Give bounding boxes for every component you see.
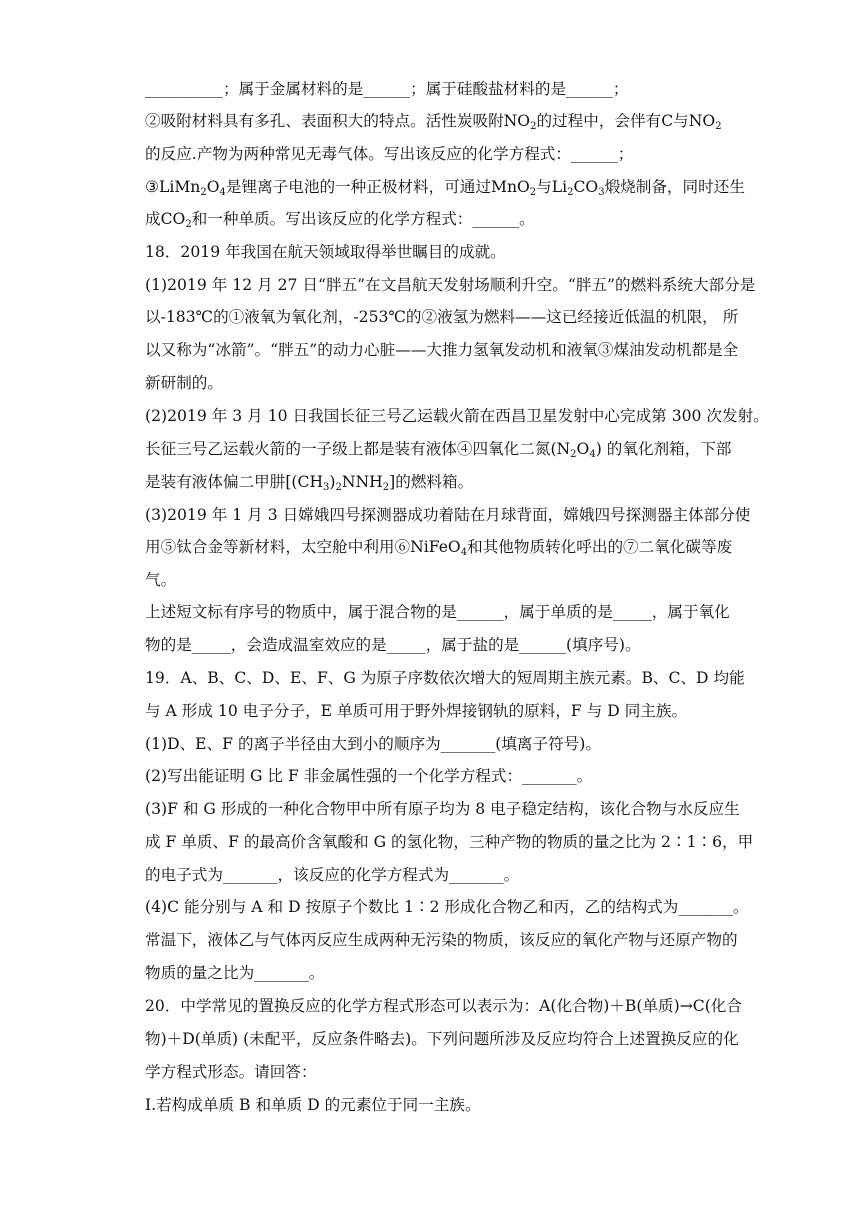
text-run: 成 F 单质、F 的最高价含氧酸和 G 的氢化物，三种产物的物质的量之比为 2∶1∶6，甲 bbox=[145, 833, 754, 851]
text-line bbox=[145, 504, 751, 528]
text-line bbox=[145, 798, 740, 822]
text-run: 学方程式形态。请回答： bbox=[145, 1063, 317, 1081]
text-run: 与Li bbox=[536, 178, 568, 196]
text-run: 以又称为“冰箭”。“胖五”的动力心脏——大推力氢氧发动机和液氧③煤油发动机都是全 bbox=[145, 341, 739, 359]
subscript: 3 bbox=[323, 482, 330, 493]
subscript: 2 bbox=[530, 121, 537, 132]
text-run: ②吸附材料具有多孔、表面积大的特点。活性炭吸附NO bbox=[145, 112, 531, 130]
text-run: (1)2019 年 12 月 27 日“胖五”在文昌航天发射场顺利升空。“胖五”的燃料系统大部分是 bbox=[145, 276, 756, 294]
text-line bbox=[145, 208, 720, 232]
text-run: 新研制的。 bbox=[145, 374, 223, 392]
text-line bbox=[145, 601, 730, 625]
text-line bbox=[145, 536, 733, 560]
text-run: (2)2019 年 3 月 10 日我国长征三号乙运载火箭在西昌卫星发射中心完成第 300 次发射。 bbox=[145, 407, 769, 425]
text-run: (3)2019 年 1 月 3 日嫦娥四号探测器成功着陆在月球背面，嫦娥四号探测器主体部分使 bbox=[145, 506, 751, 524]
subscript: 2 bbox=[185, 219, 192, 230]
text-line bbox=[145, 405, 769, 429]
text-run: NNH bbox=[341, 473, 383, 491]
text-line bbox=[145, 700, 720, 724]
text-run: ③LiMn bbox=[145, 178, 201, 196]
subscript: 2 bbox=[382, 482, 390, 493]
text-line bbox=[145, 1094, 720, 1118]
text-run: ) 的氧化剂箱，下部 bbox=[595, 440, 732, 458]
text-run: 与 A 形成 10 电子分子，E 单质可用于野外焊接钢轨的原料，F 与 D 同主族。 bbox=[145, 702, 688, 720]
text-line bbox=[145, 634, 720, 658]
subscript: 4 bbox=[219, 187, 226, 198]
text-line bbox=[145, 765, 720, 789]
text-line bbox=[145, 176, 745, 200]
subscript: 2 bbox=[200, 187, 207, 198]
subscript: 2 bbox=[529, 187, 537, 198]
text-line bbox=[145, 1028, 739, 1052]
text-line bbox=[145, 733, 720, 757]
text-run: __________；属于金属材料的是______；属于硅酸盐材料的是______； bbox=[145, 80, 629, 98]
text-run: 是装有液体偏二甲肼[(CH bbox=[145, 473, 324, 491]
text-run: I.若构成单质 B 和单质 D 的元素位于同一主族。 bbox=[145, 1096, 481, 1114]
text-line bbox=[145, 569, 720, 593]
text-run: 物的是_____，会造成温室效应的是_____，属于盐的是______(填序号)。 bbox=[145, 636, 641, 654]
text-run: 18．2019 年我国在航天领域取得举世瞩目的成就。 bbox=[145, 243, 506, 261]
text-run: (1)D、E、F 的离子半径由大到小的顺序为_______(填离子符号)。 bbox=[145, 735, 601, 753]
text-line bbox=[145, 929, 738, 953]
text-line bbox=[145, 110, 720, 134]
text-run: O bbox=[576, 440, 590, 458]
text-line bbox=[145, 372, 720, 396]
subscript: 2 bbox=[567, 187, 574, 198]
text-line bbox=[145, 339, 739, 363]
text-run: 煅烧制备，同时还生 bbox=[604, 178, 745, 196]
text-line bbox=[145, 471, 720, 495]
text-run: 的过程中，会伴有C与NO bbox=[536, 112, 716, 130]
text-run: 和其他物质转化呼出的⑦二氧化碳等废 bbox=[467, 538, 733, 556]
text-run: CO bbox=[573, 178, 599, 196]
subscript: 2 bbox=[715, 121, 722, 132]
subscript: 4 bbox=[460, 547, 468, 558]
text-run: ]的燃料箱。 bbox=[389, 473, 474, 491]
text-run: 物质的量之比为_______。 bbox=[145, 964, 325, 982]
text-line bbox=[145, 831, 754, 855]
text-line bbox=[145, 995, 742, 1019]
text-run: 长征三号乙运载火箭的一子级上都是装有液体④四氧化二氮(N bbox=[145, 440, 571, 458]
text-line bbox=[145, 274, 756, 298]
text-line bbox=[145, 962, 720, 986]
subscript: 4 bbox=[589, 449, 596, 460]
text-line bbox=[145, 306, 739, 330]
subscript: 3 bbox=[598, 187, 605, 198]
text-run: 和一种单质。写出该反应的化学方程式：______。 bbox=[191, 210, 535, 228]
text-run: 19．A、B、C、D、E、F、G 为原子序数依次增大的短周期主族元素。B、C、D 均能 bbox=[145, 669, 745, 687]
text-run: 物)＋D(单质) (未配平，反应条件略去)。下列问题所涉及反应均符合上述置换反应的化 bbox=[145, 1030, 739, 1048]
text-run: 20．中学常见的置换反应的化学方程式形态可以表示为：A(化合物)＋B(单质)→C(化合 bbox=[145, 997, 742, 1015]
text-line bbox=[145, 241, 720, 265]
text-run: 以-183℃的①液氧为氧化剂，-253℃的②液氢为燃料——这已经接近低温的机限， 所 bbox=[145, 308, 739, 326]
text-line bbox=[145, 864, 720, 888]
text-line bbox=[145, 1061, 720, 1085]
text-line bbox=[145, 438, 732, 462]
text-line bbox=[145, 78, 720, 102]
text-run: 成CO bbox=[145, 210, 186, 228]
subscript: 2 bbox=[335, 482, 342, 493]
text-run: 常温下，液体乙与气体丙反应生成两种无污染的物质，该反应的氧化产物与还原产物的 bbox=[145, 931, 738, 949]
text-run: 的电子式为_______，该反应的化学方程式为_______。 bbox=[145, 866, 520, 884]
text-line bbox=[145, 143, 720, 167]
text-run: ) bbox=[329, 473, 336, 491]
text-line bbox=[145, 896, 749, 920]
text-run: O bbox=[206, 178, 220, 196]
text-run: 气。 bbox=[145, 571, 177, 589]
text-run: 上述短文标有序号的物质中，属于混合物的是______，属于单质的是_____，属于氧化 bbox=[145, 603, 730, 621]
text-run: (4)C 能分别与 A 和 D 按原子个数比 1∶2 形成化合物乙和丙，乙的结构式为_______。 bbox=[145, 898, 749, 916]
text-run: (2)写出能证明 G 比 F 非金属性强的一个化学方程式：_______。 bbox=[145, 767, 593, 785]
text-run: 是锂离子电池的一种正极材料，可通过MnO bbox=[225, 178, 530, 196]
text-line bbox=[145, 667, 745, 691]
subscript: 2 bbox=[570, 449, 577, 460]
text-run: 的反应.产物为两种常见无毒气体。写出该反应的化学方程式：______； bbox=[145, 145, 634, 163]
text-run: 用⑤钛合金等新材料，太空舱中利用⑥NiFeO bbox=[145, 538, 461, 556]
text-run: (3)F 和 G 形成的一种化合物甲中所有原子均为 8 电子稳定结构，该化合物与水反应生 bbox=[145, 800, 740, 818]
